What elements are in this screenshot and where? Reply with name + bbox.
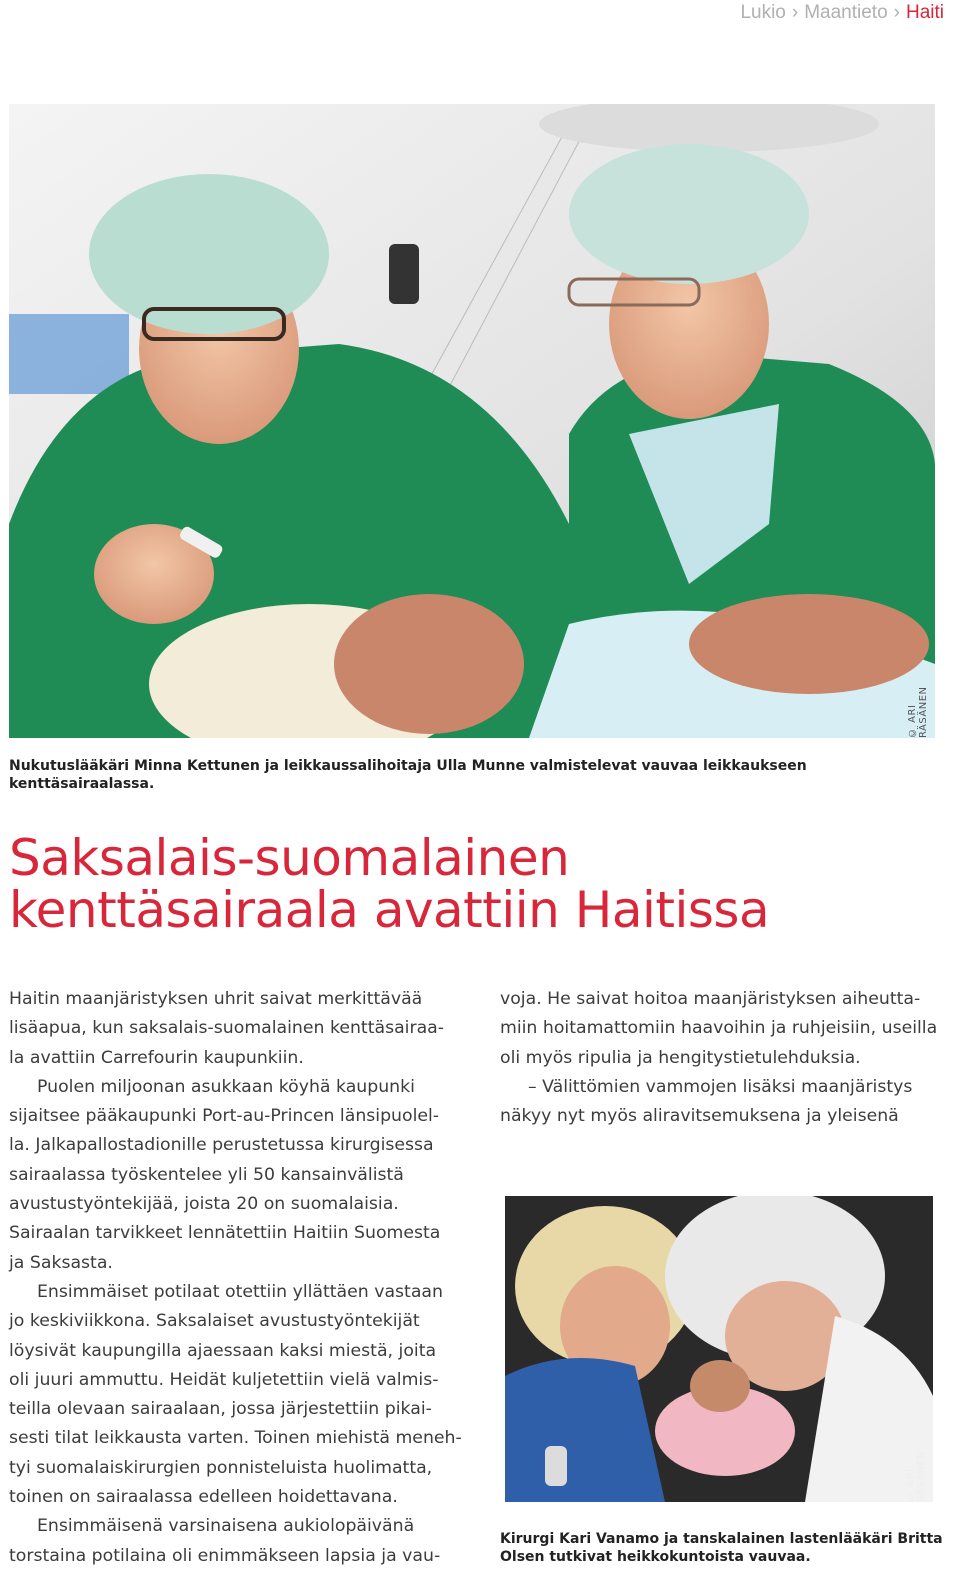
main-photo — [9, 104, 935, 738]
article-right-column — [500, 985, 950, 1131]
line: sesti tilat leikkausta varten. Toinen miehistä meneh- — [9, 1428, 462, 1449]
line: Sairaalan tarvikkeet lennätettiin Haitiin Suomesta — [9, 1223, 441, 1244]
line: miin hoitamattomiin haavoihin ja ruhjeisiin, useilla — [500, 1018, 938, 1039]
article-left-column — [9, 985, 479, 1571]
line: Puolen miljoonan asukkaan köyhä kaupunki — [37, 1076, 415, 1097]
chevron-right-icon: › — [791, 2, 799, 23]
small-photo-illustration — [505, 1196, 933, 1502]
main-photo-illustration — [9, 104, 935, 738]
line: ja Saksasta. — [9, 1252, 113, 1273]
line: teilla olevaan sairaalaan, jossa järjestettiin pikai- — [9, 1399, 432, 1420]
line: toinen on sairaalassa edelleen hoidettavana. — [9, 1487, 398, 1508]
line: Ensimmäisenä varsinaisena aukiolopäivänä — [37, 1516, 415, 1537]
line: la avattiin Carrefourin kaupunkiin. — [9, 1047, 304, 1068]
breadcrumb — [740, 0, 944, 26]
line: sairaalassa työskentelee yli 50 kansainvälistä — [9, 1164, 404, 1185]
title-line-2: kenttäsairaala avattiin Haitissa — [9, 881, 770, 939]
line: löysivät kaupungilla ajaessaan kaksi miestä, joita — [9, 1340, 437, 1361]
line: – Välittömien vammojen lisäksi maanjäristys — [528, 1076, 913, 1097]
main-photo-caption: Nukutuslääkäri Minna Kettunen ja leikkaussalihoitaja Ulla Munne valmistelevat vauvaa leikkaukseen kenttäsairaalassa. — [9, 758, 807, 792]
breadcrumb-lukio[interactable]: Lukio — [740, 2, 786, 23]
line: la. Jalkapallostadionille perustetussa kirurgisessa — [9, 1135, 434, 1156]
line: lisäapua, kun saksalais-suomalainen kenttäsairaa- — [9, 1018, 444, 1039]
small-photo-caption — [500, 1530, 950, 1566]
line: oli myös ripulia ja hengitystietulehduksia. — [500, 1047, 861, 1068]
small-photo — [505, 1196, 933, 1502]
line: sijaitsee pääkaupunki Port-au-Princen länsipuolel- — [9, 1106, 440, 1127]
line: voja. He saivat hoitoa maanjäristyksen aiheutta- — [500, 989, 921, 1009]
breadcrumb-current: Haiti — [905, 2, 944, 23]
breadcrumb-maantieto[interactable]: Maantieto — [804, 2, 888, 23]
line: jo keskiviikkona. Saksalaiset avustustyöntekijät — [9, 1311, 420, 1332]
line: Haitin maanjäristyksen uhrit saivat merkittävää — [9, 989, 423, 1009]
line: avustustyöntekijää, joista 20 on suomalaisia. — [9, 1194, 399, 1215]
line: tyi suomalaiskirurgien ponnisteluista huolimatta, — [9, 1457, 433, 1478]
line: torstaina potilaina oli enimmäkseen lapsia ja vau- — [9, 1545, 441, 1566]
caption-line: Olsen tutkivat heikkokuntoista vauvaa. — [500, 1549, 811, 1565]
line: näkyy nyt myös aliravitsemuksena ja yleisenä — [500, 1106, 899, 1127]
caption-line: Kirurgi Kari Vanamo ja tanskalainen lastenlääkäri Britta — [500, 1531, 943, 1547]
page-title — [9, 829, 909, 939]
title-line-1: Saksalais-suomalainen — [9, 829, 570, 887]
chevron-right-icon: › — [893, 2, 900, 23]
small-photo-credit: © ARI RÄSÄNEN — [905, 1450, 927, 1502]
main-photo-credit: © ARI RÄSÄNEN — [907, 686, 929, 738]
line: Ensimmäiset potilaat otettiin yllättäen vastaan — [37, 1281, 443, 1302]
line: oli juuri ammuttu. Heidät kuljetettiin vielä valmis- — [9, 1369, 439, 1390]
